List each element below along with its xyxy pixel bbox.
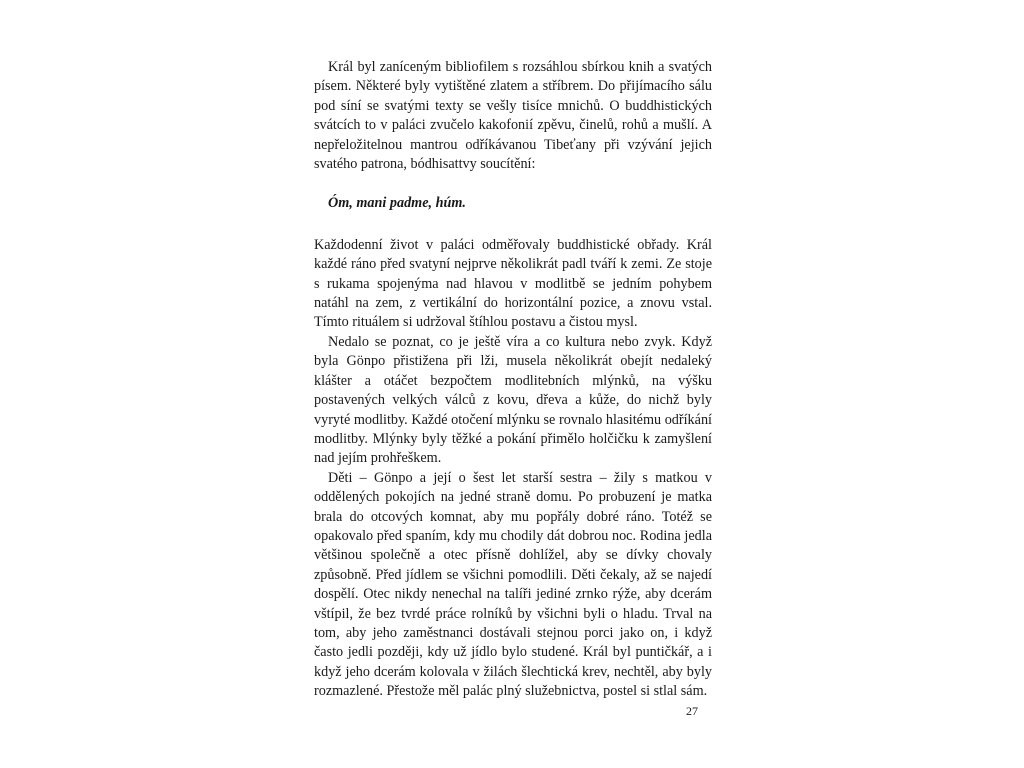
page-number: 27 [686,704,698,718]
paragraph-royal-library: Král byl zaníceným bibliofilem s rozsáhlou sbírkou knih a svatých písem. Některé byly vytištěné zlatem a stříbrem. Do přijímacího sálu pod síní se svatými texty se vešly tisíce mnichů. O buddhistických svátcích to v paláci zvučelo kakofonií zpěvu, činelů, rohů a mušlí. A nepřeložitelnou mantrou odříkávanou Tibeťany při vzývání jejich svatého patrona, bódhisattvy soucítění: [314,59,712,173]
paragraph-prayer-wheels: Nedalo se poznat, co je ještě víra a co kultura nebo zvyk. Když byla Gönpo přistižena při lži, musela několikrát obejít nedaleký klášter a otáčet bezpočtem modlitebních mlýnků, na výšku postavených velkých válců z kovu, dřeva a kůže, do nichž byly vyryté modlitby. Každé otočení mlýnku se rovnalo hlasitému odříkání modlitby. Mlýnky byly těžké a pokání přimělo holčičku k zamyšlení nad jejím prohřeškem. [314,333,712,467]
page-body [314,58,712,702]
paragraph-daily-rituals: Každodenní život v paláci odměřovaly buddhistické obřady. Král každé ráno před svatyní nejprve několikrát padl tváří k zemi. Ze stoje s rukama spojenýma nad hlavou v modlitbě se jedním pohybem natáhl na zem, z vertikální do horizontální pozice, a znovu vstal. Tímto rituálem si udržoval štíhlou postavu a čistou mysl. [314,236,712,331]
paragraph-family-life: Děti – Gönpo a její o šest let starší sestra – žily s matkou v oddělených pokojích na jedné straně domu. Po probuzení je matka brala do otcových komnat, aby mu popřály dobré ráno. Totéž se opakovalo před spaním, kdy mu chodily dát dobrou noc. Rodina jedla většinou společně a otec přísně dohlížel, aby se dívky chovaly způsobně. Před jídlem se všichni pomodlili. Děti čekaly, až se najedí dospělí. Otec nikdy nenechal na talíři jediné zrnko rýže, aby dcerám vštípil, že bez tvrdé práce rolníků by všichni byli o hladu. Trval na tom, aby jeho zaměstnanci dostávali stejnou porci jako on, i když často jedli později, kdy už jídlo bylo studené. Král byl puntičkář, a i když jeho dcerám kolovala v žilách šlechtická krev, nechtěl, aby byly rozmazlené. Přestože měl palác plný služebnictva, postel si stlal sám. [314,469,712,700]
mantra-line: Óm, mani padme, húm. [328,195,466,212]
